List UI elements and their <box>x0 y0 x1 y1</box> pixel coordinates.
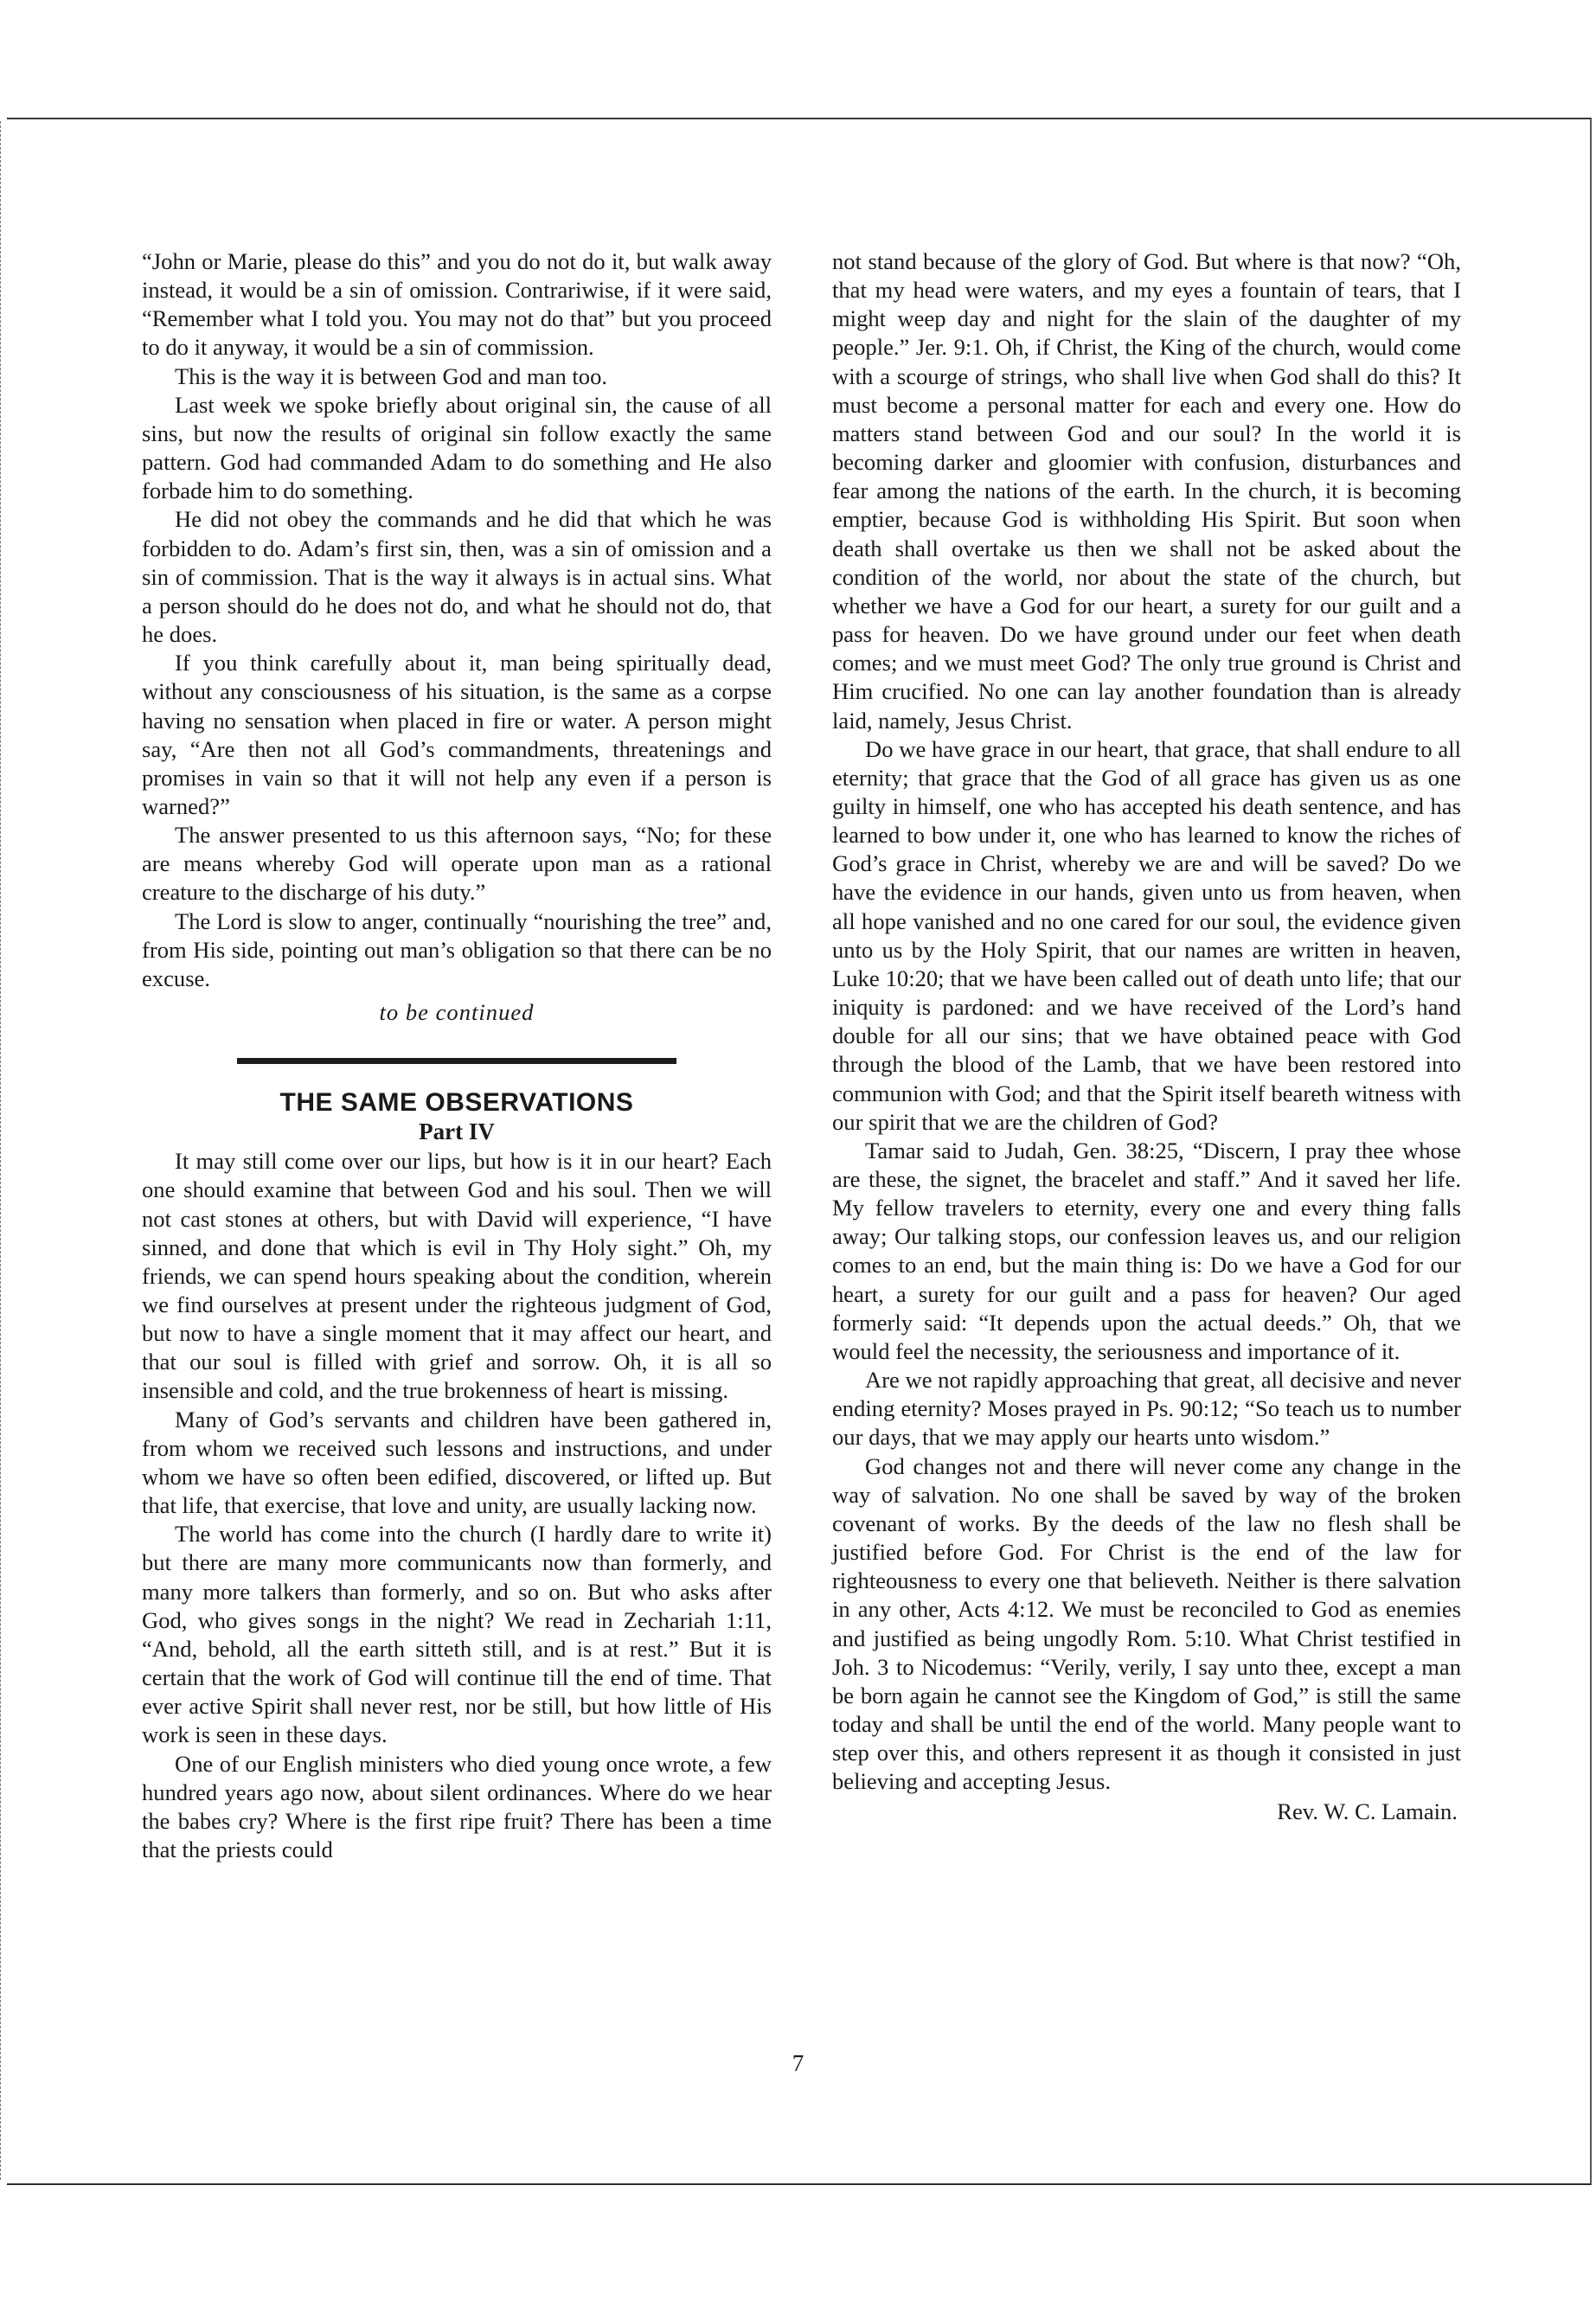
paragraph: The world has come into the church (I hardly dare to write it) but there are many more communicants now than formerly, and many more talkers than formerly, and so on. But who asks after God, who gives songs in the night? We read in Zechariah 1:11, “And, behold, all the earth sitteth still, and is at rest.” But it is certain that the work of God will continue till the end of time. That ever active Spirit shall never rest, nor be still, but how little of His work is seen in these days. <box>142 1521 772 1748</box>
paragraph: Do we have grace in our heart, that grace, that shall endure to all eternity; that grace that the God of all grace has given us as one guilty in himself, one who has accepted his death sentence, and has learned to bow under it, one who has learned to know the riches of God’s grace in Christ, whereby we are and will be saved? Do we have the evidence in our hands, given unto us from heaven, when all hope vanished and no one cared for our soul, the evidence given unto us by the Holy Spirit, that our names are written in heaven, Luke 10:20; that we have been called out of death unto life; that our iniquity is pardoned: and we have received of the Lord’s hand double for all our sins; that we have obtained peace with God through the blood of the Lamb, that we have been restored into communion with God; and that the Spirit itself beareth witness with our spirit that we are the children of God? <box>832 735 1461 1135</box>
page-number: 7 <box>792 2050 804 2076</box>
article-title: THE SAME OBSERVATIONS <box>279 1088 634 1118</box>
page-left-edge <box>0 121 3 2180</box>
paragraph: If you think carefully about it, man being spiritually dead, without any consciousness of his situation, is the same as a corpse having no sensation when placed in fire or water. A person might say, “Are then not all God’s commandments, threatenings and promises in vain so that it will not help any even if a person is warned?” <box>142 650 772 819</box>
paragraph: It may still come over our lips, but how is it in our heart? Each one should examine that between God and his soul. Then we will not cast stones at others, but with David will experience, “I have sinned, and done that which is evil in Thy Holy sight.” Oh, my friends, we can spend hours speaking about the condition, wherein we find ourselves at present under the righteous judgment of God, but now to have a single moment that it may affect our heart, and that our soul is filled with grief and sorrow. Oh, it is all so insensible and cold, and the true brokenness of heart is missing. <box>142 1148 772 1404</box>
paragraph: God changes not and there will never come any change in the way of salvation. No one shall be saved by way of the broken covenant of works. By the deeds of the law no flesh shall be justified before God. For Christ is the end of the law for righteousness to every one that believeth. Neither is there salvation in any other, Acts 4:12. We must be reconciled to God as enemies and justified as being ungodly Rom. 5:10. What Christ testified in Joh. 3 to Nicodemus: “Verily, verily, I say unto thee, except a man be born again he cannot see the Kingdom of God,” is still the same today and shall be until the end of the world. Many people want to step over this, and others represent it as though it consisted in just believing and accepting Jesus. <box>832 1452 1461 1795</box>
paragraph: Are we not rapidly approaching that great, all decisive and never ending eternity? Moses prayed in Ps. 90:12; “So teach us to number our days, that we may apply our hearts unto wisdom.” <box>832 1367 1461 1451</box>
author-signature: Rev. W. C. Lamain. <box>1277 1798 1458 1825</box>
paragraph: He did not obey the commands and he did that which he was forbidden to do. Adam’s first sin, then, was a sin of omission and a sin of commission. That is the way it always is in actual sins. What a person should do he does not do, and what he should not do, that he does. <box>142 506 772 648</box>
paragraph: “John or Marie, please do this” and you do not do it, but walk away instead, it would be a sin of omission. Contrariwise, if it were said, “Remember what I told you. You may not do that” but you proceed to do it anyway, it would be a sin of commission. <box>142 248 772 361</box>
to-be-continued-note: to be continued <box>379 999 535 1026</box>
left-column <box>142 247 772 1864</box>
section-divider <box>237 1058 676 1064</box>
article-part: Part IV <box>419 1118 495 1145</box>
paragraph: One of our English ministers who died young once wrote, a few hundred years ago now, about silent ordinances. Where do we hear the babes cry? Where is the first ripe fruit? There has been a time that the priests could <box>142 1750 772 1862</box>
paragraph: The Lord is slow to anger, continually “nourishing the tree” and, from His side, pointing out man’s obligation so that there can be no excuse. <box>142 907 772 991</box>
paragraph: This is the way it is between God and man too. <box>175 362 608 389</box>
paragraph: Many of God’s servants and children have been gathered in, from whom we received such lessons and instructions, and under whom we have so often been edified, discovered, or lifted up. But that life, that exercise, that love and unity, are usually lacking now. <box>142 1406 772 1519</box>
paragraph: Tamar said to Judah, Gen. 38:25, “Discern, I pray thee whose are these, the signet, the bracelet and staff.” And it saved her life. My fellow travelers to eternity, every one and every thing falls away; Our talking stops, our confession leaves us, and our religion comes to an end, but the main thing is: Do we have a God for our heart, a surety for our guilt and a pass for heaven? Our aged formerly said: “It depends upon the actual deeds.” Oh, that we would feel the necessity, the seriousness and importance of it. <box>832 1137 1461 1364</box>
right-column <box>832 247 1461 1827</box>
paragraph: The answer presented to us this afternoon says, “No; for these are means whereby God will operate upon man as a rational creature to the discharge of his duty.” <box>142 822 772 906</box>
paragraph: Last week we spoke briefly about original sin, the cause of all sins, but now the results of original sin follow exactly the same pattern. God had commanded Adam to do something and He also forbade him to do something. <box>142 391 772 504</box>
paragraph: not stand because of the glory of God. But where is that now? “Oh, that my head were waters, and my eyes a fountain of tears, that I might weep day and night for the slain of the daughter of my people.” Jer. 9:1. Oh, if Christ, the King of the church, would come with a scourge of strings, who shall live when God shall do this? It must become a personal matter for each and every one. How do matters stand between God and our soul? In the world it is becoming darker and gloomier with confusion, disturbances and fear among the nations of the earth. In the church, it is becoming emptier, because God is withholding His Spirit. But soon when death shall overtake us then we shall not be asked about the condition of the world, nor about the state of the church, but whether we have a God for our heart, a surety for our guilt and a pass for heaven. Do we have ground under our feet when death comes; and we must meet God? The only true ground is Christ and Him crucified. No one can lay another foundation than is already laid, namely, Jesus Christ. <box>832 248 1461 734</box>
